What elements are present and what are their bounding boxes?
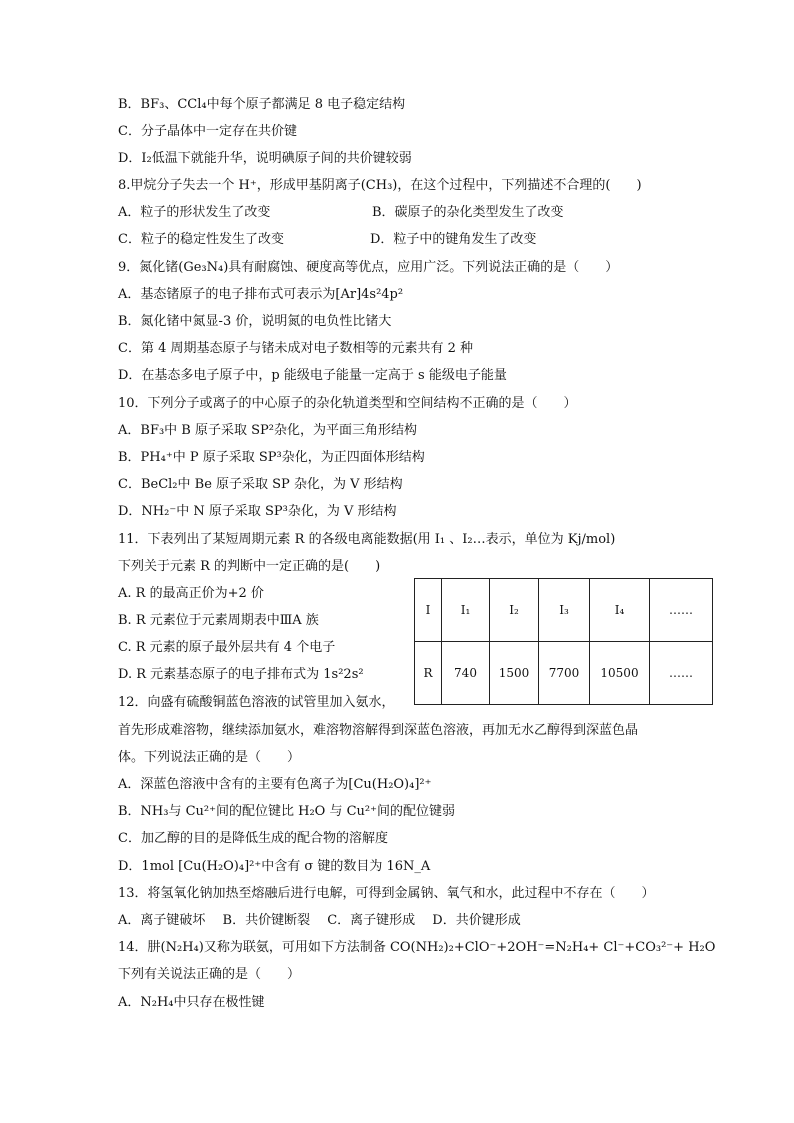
q13-options: A．离子键破坏 B．共价键断裂 C．离子键形成 D．共价键形成 [118, 913, 521, 928]
q14-stem: 14．肼(N₂H₄)又称为联氨，可用如下方法制备 CO(NH₂)₂+ClO⁻+2OH⁻=N₂H₄+ Cl⁻+CO₃²⁻+ H₂O [118, 940, 716, 955]
q8-option-a: A．粒子的形状发生了改变 [118, 205, 271, 220]
q12-option-a: A．深蓝色溶液中含有的主要有色离子为[Cu(H₂O)₄]²⁺ [118, 777, 432, 792]
table-cell: I₂ [490, 579, 539, 642]
table-cell: 1500 [490, 642, 539, 705]
q11-option-a: A. R 的最高正价为+2 价 [118, 586, 264, 601]
q8-option-b: B．碳原子的杂化类型发生了改变 [372, 205, 564, 220]
q9-option-a: A．基态锗原子的电子排布式可表示为[Ar]4s²4p² [118, 287, 404, 302]
q12-stem-cont: 首先形成难溶物，继续添加氨水，难溶物溶解得到深蓝色溶液，再加无水乙醇得到深蓝色晶 [118, 723, 639, 738]
table-cell: I₁ [442, 579, 490, 642]
q10-option-a: A．BF₃中 B 原子采取 SP²杂化，为平面三角形结构 [118, 423, 417, 438]
table-header-row [415, 579, 713, 642]
q10-option-b: B．PH₄⁺中 P 原子采取 SP³杂化，为正四面体形结构 [118, 450, 425, 465]
q9-stem: 9．氮化锗(Ge₃N₄)具有耐腐蚀、硬度高等优点，应用广泛。下列说法正确的是（ ） [118, 260, 619, 275]
table-cell: …… [650, 642, 713, 705]
q10-option-c: C．BeCl₂中 Be 原子采取 SP 杂化，为 V 形结构 [118, 477, 403, 492]
q7-option-d: D．I₂低温下就能升华，说明碘原子间的共价键较弱 [118, 151, 412, 166]
q12-option-d: D．1mol [Cu(H₂O)₄]²⁺中含有 σ 键的数目为 16N_A [118, 859, 431, 874]
table-cell: R [415, 642, 442, 705]
q12-option-c: C．加乙醇的目的是降低生成的配合物的溶解度 [118, 831, 388, 846]
table-cell: 10500 [590, 642, 650, 705]
q11-question: 下列关于元素 R 的判断中一定正确的是( ) [118, 559, 381, 574]
q8-option-d: D．粒子中的键角发生了改变 [370, 232, 537, 247]
q11-option-c: C. R 元素的原子最外层共有 4 个电子 [118, 640, 336, 655]
table-cell: 7700 [539, 642, 590, 705]
q11-stem: 11．下表列出了某短周期元素 R 的各级电离能数据(用 I₁ 、I₂…表示，单位为 Kj/mol) [118, 532, 616, 547]
q9-option-c: C．第 4 周期基态原子与锗未成对电子数相等的元素共有 2 种 [118, 341, 474, 356]
ionization-energy-table [414, 578, 713, 705]
q12-stem: 12．向盛有硫酸铜蓝色溶液的试管里加入氨水， [118, 695, 395, 710]
table-cell: I₄ [590, 579, 650, 642]
q12-option-b: B．NH₃与 Cu²⁺间的配位键比 H₂O 与 Cu²⁺间的配位键弱 [118, 804, 455, 819]
q14-option-a: A．N₂H₄中只存在极性键 [118, 995, 265, 1010]
q9-option-d: D．在基态多电子原子中，p 能级电子能量一定高于 s 能级电子能量 [118, 368, 507, 383]
q7-option-b: B．BF₃、CCl₄中每个原子都满足 8 电子稳定结构 [118, 97, 406, 112]
q9-option-b: B．氮化锗中氮显-3 价，说明氮的电负性比锗大 [118, 314, 392, 329]
q13-stem: 13．将氢氧化钠加热至熔融后进行电解，可得到金属钠、氧气和水，此过程中不存在（ ） [118, 886, 655, 901]
q8-option-c: C．粒子的稳定性发生了改变 [118, 232, 284, 247]
table-cell: I [415, 579, 442, 642]
q8-stem: 8.甲烷分子失去一个 H⁺，形成甲基阴离子(CH₃)，在这个过程中，下列描述不合理的( ) [118, 178, 642, 193]
q11-option-b: B. R 元素位于元素周期表中ⅢA 族 [118, 613, 319, 628]
q10-stem: 10．下列分子或离子的中心原子的杂化轨道类型和空间结构不正确的是（ ） [118, 396, 577, 411]
table-cell: …… [650, 579, 713, 642]
q10-option-d: D．NH₂⁻中 N 原子采取 SP³杂化，为 V 形结构 [118, 504, 397, 519]
q12-question: 体。下列说法正确的是（ ） [118, 750, 301, 765]
table-cell: 740 [442, 642, 490, 705]
q14-question: 下列有关说法正确的是（ ） [118, 967, 301, 982]
q11-option-d: D. R 元素基态原子的电子排布式为 1s²2s² [118, 667, 364, 682]
table-row [415, 642, 713, 705]
table-cell: I₃ [539, 579, 590, 642]
q7-option-c: C．分子晶体中一定存在共价键 [118, 124, 297, 139]
